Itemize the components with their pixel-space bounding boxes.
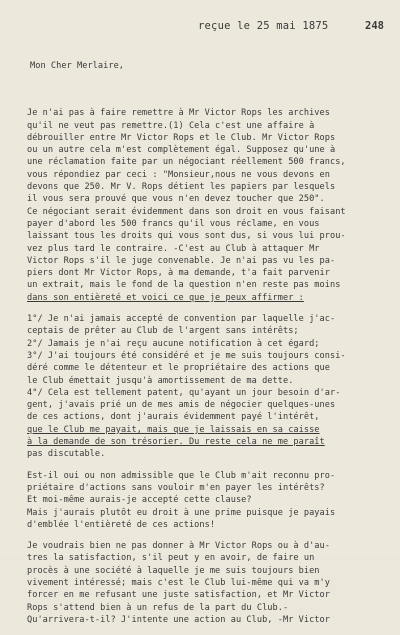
text-line: 4°/ Cela est tellement patent, qu'ayant un jour besoin d'ar- [27,387,341,398]
paragraph-proces [27,540,379,626]
text-line: Je n'ai pas à faire remettre à Mr Victor Rops les archives [27,108,330,119]
text-line: procès à une société à laquelle je me suis toujours bien [27,565,320,576]
text-line: il vous sera prouvé que vous n'en devez toucher que 250". [27,194,325,205]
text-line: Ce négociant serait évidemment dans son droit en vous faisant [27,206,346,217]
text-line: Je voudrais bien ne pas donner à Mr Victor Rops ou à d'au- [27,541,330,552]
text-line: Rops s'attend bien à un refus de la part du Club.- [27,602,289,613]
text-line: d'emblée l'entièreté de ces actions! [27,519,216,530]
text-line: Est-il oui ou non admissible que le Club m'ait reconnu pro- [27,470,336,481]
text-line: que le Club me payait, mais que je laissais en sa caisse [27,424,320,435]
text-line: priétaire d'actions sans vouloir m'en payer les intérêts? [27,482,325,493]
text-line: vivement intéressé; mais c'est le Club lui-même qui va m'y [27,577,330,588]
text-line: Victor Rops s'il le juge convenable. Je n'ai pas vu les pa- [27,255,336,266]
text-line: Qu'arrivera-t-il? J'intente une action au Club, -Mr Victor [27,614,330,625]
text-line: vous répondiez par ceci : "Monsieur,nous ne vous devons en [27,169,330,180]
paragraph-question [27,470,379,531]
text-line: pas discutable. [27,449,106,460]
text-line: laissant tous les droits qui vous sont dus, si vous lui prou- [27,231,346,242]
text-line: ou un autre cela m'est complètement égal. Supposez qu'une à [27,145,336,156]
text-line: forcer en me refusant une juste satisfaction, et Mr Victor [27,590,330,601]
text-line: le Club émettait jusqu'à amortissement de ma dette. [27,375,294,386]
text-line: une réclamation faite par un négociant réellement 500 francs, [27,157,346,168]
text-line: dans son entièreté et voici ce que je peux affirmer : [27,292,304,303]
text-line: qu'il ne veut pas remettre.(1) Cela c'est une affaire à [27,120,315,131]
text-line: gent, j'avais prié un de mes amis de négocier quelques-unes [27,400,336,411]
text-line: ceptais de prêter au Club de l'argent sans intérêts; [27,326,299,337]
page-number: 248 [365,20,384,32]
paragraph-archives [27,107,379,304]
salutation: Mon Cher Merlaire, [30,61,125,71]
text-line: 1°/ Je n'ai jamais accepté de convention par laquelle j'ac- [27,314,336,325]
text-line: 3°/ J'ai toujours été considéré et je me suis toujours consi- [27,350,346,361]
text-line: Mais j'aurais plutôt eu droit à une prime puisque je payais [27,507,336,518]
text-line: vez plus tard le contraire. -C'est au Club à attaquer Mr [27,243,320,254]
text-line: tres la satisfaction, s'il peut y en avoir, de faire un [27,553,315,564]
text-line: piers dont Mr Victor Rops, à ma demande, t'a fait parvenir [27,268,330,279]
text-line: Et moi-même aurais-je accepté cette clause? [27,495,252,506]
text-line: déré comme le détenteur et le propriétaire des actions que [27,363,330,374]
text-line: payer d'abord les 500 francs qu'il vous réclame, en vous [27,218,320,229]
text-line: devons que 250. Mr V. Rops détient les papiers par lesquels [27,182,336,193]
text-line: débrouiller entre Mr Victor Rops et le Club. Mr Victor Rops [27,132,336,143]
text-line: 2°/ Jamais je n'ai reçu aucune notification à cet égard; [27,338,320,349]
text-line: à la demande de son trésorier. Du reste cela ne me paraît [27,437,325,448]
letter-header [0,20,400,34]
received-date: reçue le 25 mai 1875 [198,20,329,32]
letter-body [27,60,379,635]
paragraph-points [27,313,379,461]
text-line: un extrait, mais le fond de la question n'en reste pas moins [27,280,341,291]
text-line: de ces actions, dont j'aurais évidemment payé l'intérêt, [27,412,320,423]
